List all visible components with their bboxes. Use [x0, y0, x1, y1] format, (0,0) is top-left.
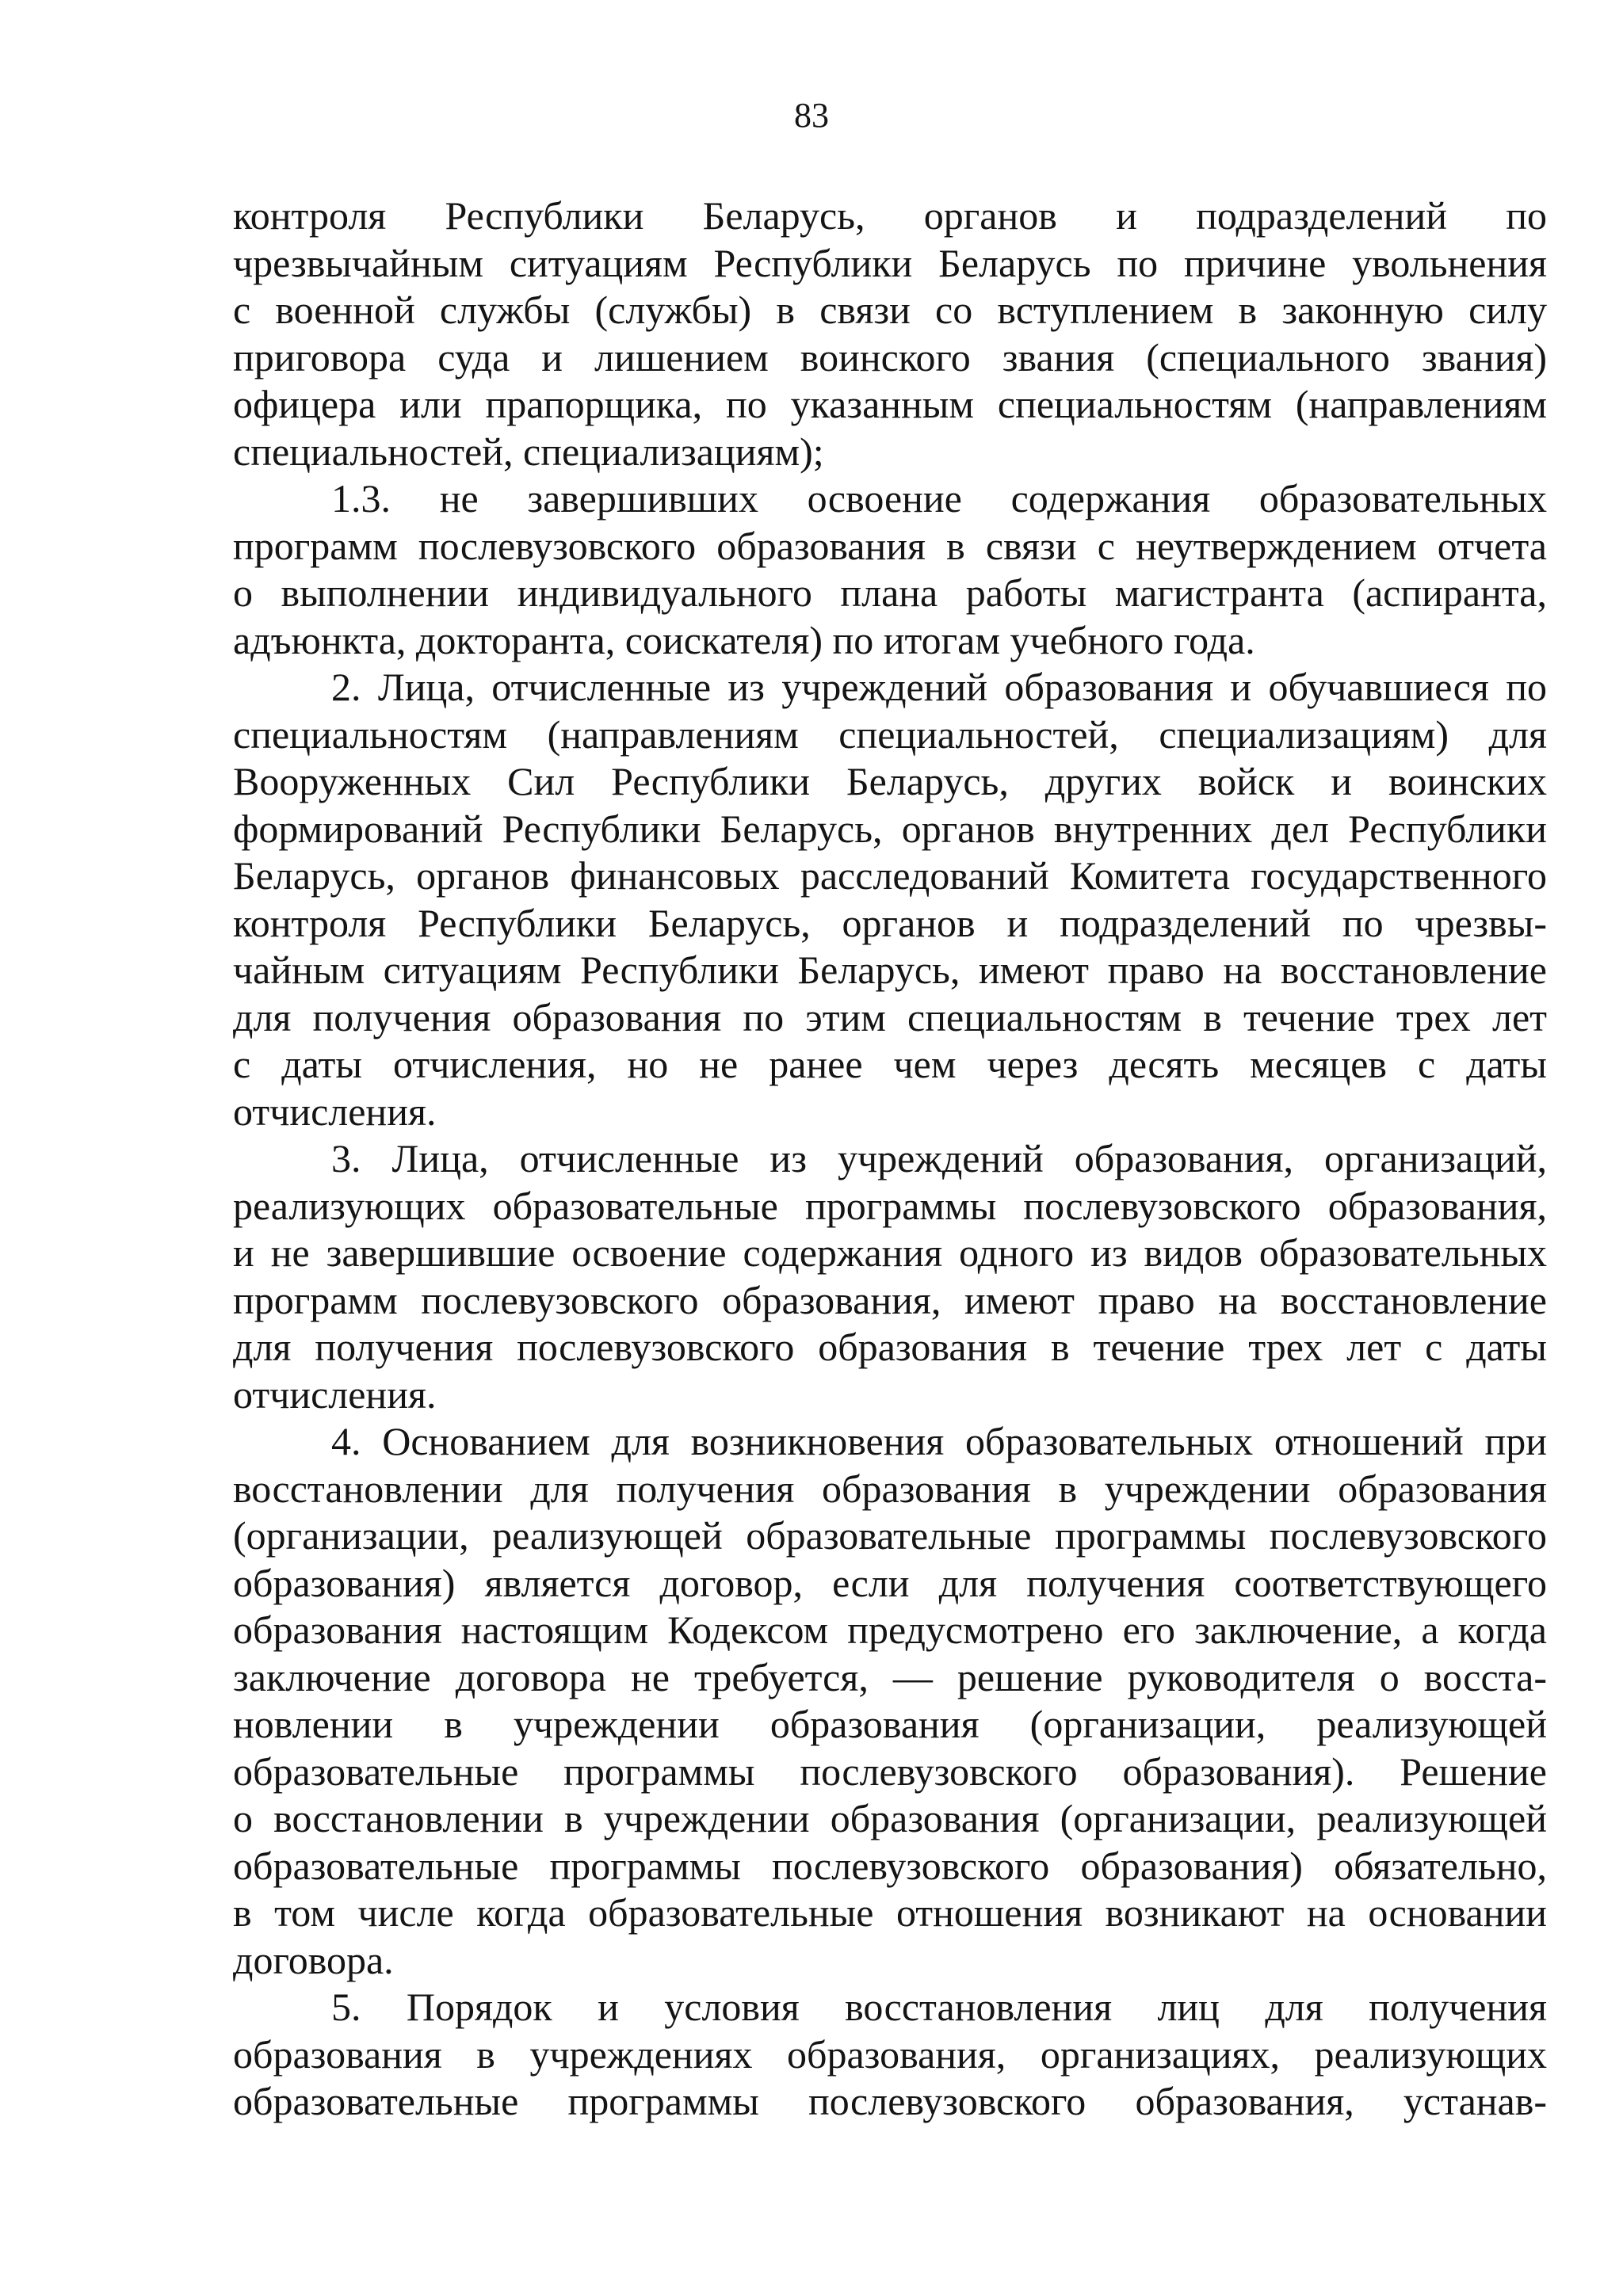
text-line: о выполнении индивидуального плана работы магистранта (аспиранта,	[233, 570, 1547, 615]
text-line: с военной службы (службы) в связи со вступлением в законную силу	[233, 288, 1547, 332]
text-line: образования в учреждениях образования, организациях, реализующих	[233, 2031, 1547, 2077]
text-line: чайным ситуациям Республики Беларусь, имеют право на восстановление	[233, 948, 1547, 992]
text-line: новлении в учреждении образования (организации, реализующей	[233, 1702, 1547, 1746]
text-line: для получения образования по этим специальностям в течение трех лет	[233, 994, 1547, 1039]
text-line: заключение договора не требуется, — решение руководителя о восста-	[233, 1654, 1547, 1699]
text-line: адъюнкта, докторанта, соискателя) по итогам учебного года.	[233, 617, 1255, 662]
paragraph-first-line: 3. Лица, отчисленные из учреждений образования, организаций,	[331, 1136, 1547, 1180]
text-line: восстановлении для получения образования в учреждении образования	[233, 1466, 1547, 1511]
text-line: программ послевузовского образования, имеют право на восстановление	[233, 1277, 1547, 1322]
text-line: Беларусь, органов финансовых расследований Комитета государственного	[233, 853, 1547, 898]
text-line: в том числе когда образовательные отношения возникают на основании	[233, 1890, 1547, 1935]
text-line: формирований Республики Беларусь, органов внутренних дел Республики	[233, 806, 1547, 851]
text-line: с даты отчисления, но не ранее чем через десять месяцев с даты	[233, 1042, 1547, 1086]
text-line: специальностям (направлениям специальностей, специализациям) для	[233, 711, 1547, 757]
text-line: чрезвычайным ситуациям Республики Беларусь по причине увольнения	[233, 240, 1547, 285]
text-line: контроля Республики Беларусь, органов и подразделений по	[233, 193, 1547, 238]
paragraph-first-line: 1.3. не завершивших освоение содержания образовательных	[331, 476, 1547, 521]
text-line: офицера или прапорщика, по указанным специальностям (направлениям	[233, 382, 1547, 426]
page-number: 83	[794, 96, 829, 135]
text-line: контроля Республики Беларусь, органов и подразделений по чрезвы-	[233, 900, 1547, 945]
text-line: программ послевузовского образования в связи с неутверждением отчета	[233, 523, 1547, 568]
paragraph-first-line: 4. Основанием для возникновения образовательных отношений при	[331, 1419, 1547, 1463]
text-line: образования настоящим Кодексом предусмотрено его заключение, а когда	[233, 1608, 1547, 1652]
text-line: отчисления.	[233, 1089, 437, 1134]
text-line: о восстановлении в учреждении образования (организации, реализующей	[233, 1796, 1547, 1840]
text-line: образовательные программы послевузовского образования) обязательно,	[233, 1843, 1547, 1888]
text-line: для получения послевузовского образования в течение трех лет с даты	[233, 1325, 1547, 1369]
text-line: отчисления.	[233, 1371, 437, 1417]
text-line: специальностей, специализациям);	[233, 429, 824, 474]
text-line: реализующих образовательные программы послевузовского образования,	[233, 1183, 1547, 1228]
paragraph-first-line: 2. Лица, отчисленные из учреждений образования и обучавшиеся по	[331, 665, 1547, 709]
text-line: Вооруженных Сил Республики Беларусь, других войск и воинских	[233, 759, 1547, 803]
document-body	[233, 193, 1547, 2126]
text-line: договора.	[233, 1937, 394, 1982]
text-line: приговора суда и лишением воинского звания (специального звания)	[233, 334, 1547, 379]
text-line: образовательные программы послевузовского образования, устанав-	[233, 2079, 1547, 2123]
text-line: образовательные программы послевузовского образования). Решение	[233, 1749, 1547, 1794]
paragraph-first-line: 5. Порядок и условия восстановления лиц для получения	[331, 1985, 1547, 2029]
text-line: образования) является договор, если для получения соответствующего	[233, 1560, 1547, 1605]
text-line: (организации, реализующей образовательные программы послевузовского	[233, 1513, 1547, 1558]
text-line: и не завершившие освоение содержания одного из видов образовательных	[233, 1230, 1547, 1275]
